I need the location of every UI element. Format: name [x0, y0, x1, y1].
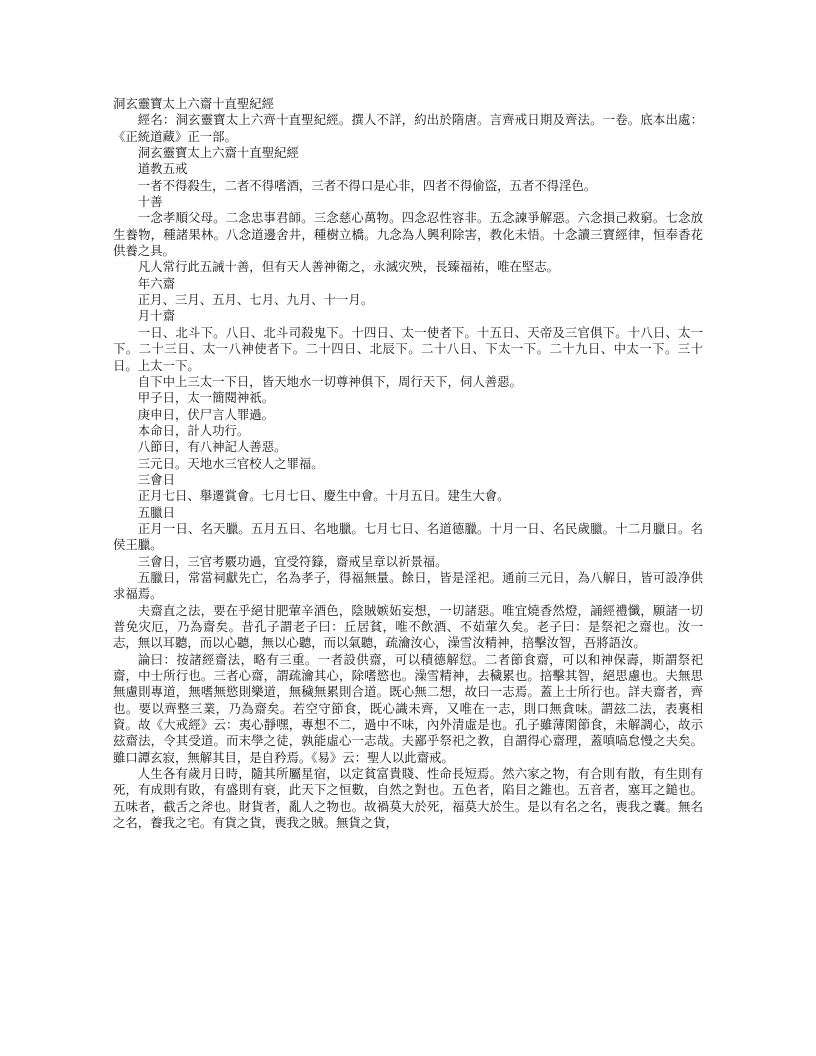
- paragraph-three-assemblies-note: 三會日，三官考覈功過，宜受符籙，齋戒呈章以祈景福。: [137, 553, 448, 569]
- paragraph-three-taiyi-note: 自下中上三太一下日，皆天地水一切尊神俱下，周行天下，伺人善惡。: [137, 373, 522, 389]
- paragraph-general-merit-note: 凡人常行此五誡十善，但有天人善神衛之，永滅灾殃，長臻福祐，唯在堅志。: [137, 259, 560, 275]
- paragraph-jiazi-day: 甲子日，太一簡閱神祇。: [137, 390, 275, 406]
- paragraph-gengshen-day: 庚申日，伏尸言人罪過。: [137, 406, 275, 422]
- paragraph-treatise-three-levels: 論曰：按諸經齋法，略有三重。一者設供齋，可以積德解愆。二者節食齋，可以和神保壽，斯謂祭祀齋，中士所行也。三者心齋，謂疏瀹其心，除嗜慾也。澡雪精神，去穢累也。掊擊其智，絕思慮也。夫無思無慮則專道，無嗜無慾則樂道，無穢無累則合道。既心無二想，故曰一志焉。蓋上士所行也。詳夫齋者，齊也。要以齊整三業，乃為齋矣。若空守節食，既心識未齊，又唯在一志，則口無貪味。謂玆二法，表裏相資。故《大戒經》云：夷心靜嘿，專想不二，過中不味，內外清虛是也。孔子雖薄閑節食，未解調心，故示玆齋法，令其受道。而末學之徒，孰能虛心一志哉。夫鄙乎祭祀之教，自謂得心齋理，蓋嗔嗃怠慢之夫矣。雖口譚玄寂，無解其目，是自矜焉。《易》云：聖人以此齋戒。: [113, 651, 703, 765]
- paragraph-inner-title: 洞玄靈寶太上六齋十直聖紀經: [137, 145, 299, 161]
- paragraph-five-la-note: 五臘日，常當祠獻先亡，名為孝子，得福無量。餘日，皆是淫祀。通前三元日，為八解日，皆可設净供求福焉。: [113, 569, 703, 602]
- paragraph-section-year-six-heading: 年六齋: [137, 275, 175, 291]
- paragraph-heading-main: 洞玄靈寶太上六齋十直聖紀經: [113, 96, 275, 111]
- paragraph-eight-festival-day: 八節日，有八神記人善惡。: [137, 439, 287, 455]
- paragraph-five-la-body: 正月一日、名天臘。五月五日、名地臘。七月七日、名道德臘。十月一日、名民歲臘。十二月臘日。名侯王臘。: [113, 520, 703, 553]
- paragraph-section-five-precepts-heading: 道教五戒: [137, 161, 188, 177]
- paragraph-year-six-body: 正月、三月、五月、七月、九月、十一月。: [137, 292, 374, 308]
- paragraph-life-fate-discourse: 人生各有歲月日時，隨其所屬星宿，以定貧富貴賤、性命長短焉。然六家之物，有合則有散，有生則有死，有成則有敗，有盛則有衰，此天下之恒數，自然之對也。五色者，陷目之錐也。五音者，塞耳之鎚也。五味者，截舌之斧也。財貨者，亂人之物也。故禍莫大於死，福莫大於生。是以有名之名，喪我之囊。無名之名，養我之宅。有貨之貨，喪我之賊。無貨之貨，: [113, 766, 703, 831]
- paragraph-zhai-method-discourse: 夫齋直之法，要在乎絕甘肥葷辛酒色，陰賊嫉妬妄想，一切諸惡。唯宜燒香然燈，誦經禮懺，願諸一切普免灾厄，乃為齋矣。昔孔子謂老子曰：丘居貧，唯不飲酒、不茹葷久矣。老子曰：是祭祀之齋也。汝一志，無以耳聽，而以心聽，無以心聽，而以氣聽，疏瀹汝心，澡雪汝精神，掊擊汝智，吾將語汝。: [113, 602, 703, 651]
- paragraph-month-ten-body: 一日、北斗下。八日、北斗司殺鬼下。十四日、太一使者下。十五日、天帝及三官俱下。十八日、太一下。二十三日、太一八神使者下。二十四日、北辰下。二十八日、下太一下。二十九日、中太一下。三十日。上太一下。: [113, 324, 703, 373]
- paragraph-three-assemblies-body: 正月七日、舉遷賞會。七月七日、慶生中會。十月五日。建生大會。: [137, 488, 510, 504]
- paragraph-five-precepts-body: 一者不得殺生，二者不得嗜酒，三者不得口是心非，四者不得偷盜，五者不得淫色。: [137, 177, 597, 193]
- paragraph-section-three-assemblies-heading: 三會日: [137, 471, 175, 487]
- paragraph-benming-day: 本命日，計人功行。: [137, 422, 250, 438]
- paragraph-section-month-ten-heading: 月十齋: [137, 308, 175, 324]
- paragraph-section-five-la-heading: 五臘日: [137, 504, 175, 520]
- paragraph-section-ten-goods-heading: 十善: [137, 194, 163, 210]
- paragraph-bibliographic-note: 經名：洞玄靈寶太上六齊十直聖紀經。撰人不詳，約出於隋唐。言齊戒日期及齊法。一卷。底本出處：《正統道藏》正一部。: [113, 112, 703, 144]
- paragraph-ten-goods-body: 一念孝順父母。二念忠事君師。三念慈心萬物。四念忍性容非。五念諫爭解惡。六念損己救窮。七念放生養物，種諸果林。八念道邊舍井，種樹立橋。九念為人興利除害，教化未悟。十念讀三寶經律，恒奉香花供養之具。: [113, 210, 703, 259]
- paragraph-three-origin-day: 三元日。天地水三官校人之罪福。: [137, 455, 324, 471]
- document-text-body: [113, 96, 703, 831]
